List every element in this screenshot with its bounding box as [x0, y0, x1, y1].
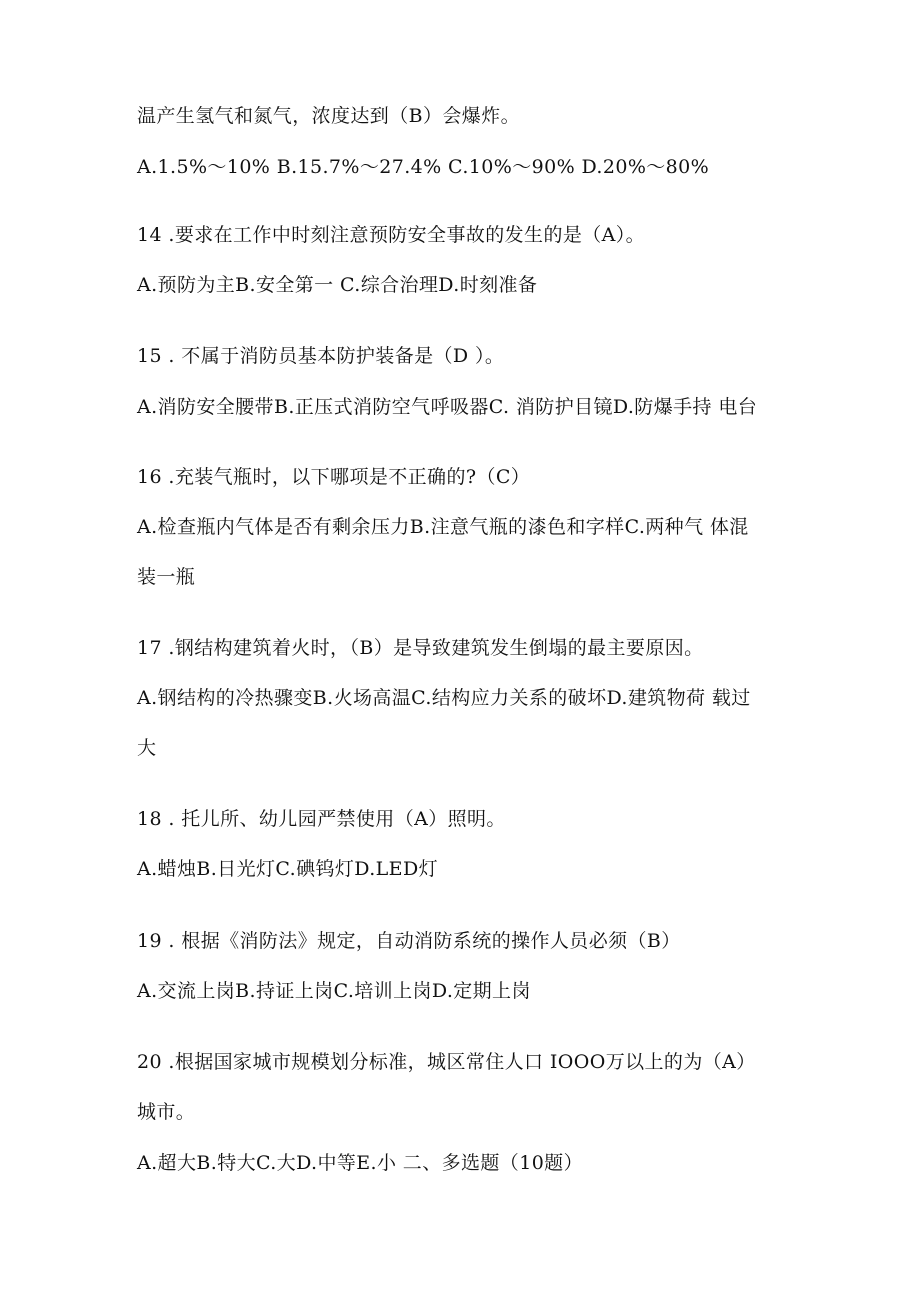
q18-stem: 18 . 托儿所、幼儿园严禁使用（A）照明。	[137, 808, 506, 830]
q20-options-and-section-heading: A.超大B.特大C.大D.中等E.小 二、多选题（10题）	[137, 1152, 583, 1174]
q16-stem: 16 .充装气瓶时，以下哪项是不正确的?（C）	[137, 466, 531, 488]
q17-options: A.钢结构的冷热骤变B.火场高温C.结构应力关系的破坏D.建筑物荷 载过	[137, 687, 751, 709]
q19-stem: 19 . 根据《消防法》规定，自动消防系统的操作人员必须（B）	[137, 930, 681, 952]
q15-stem: 15 . 不属于消防员基本防护装备是（D ）。	[137, 345, 505, 367]
q17-options-continued: 大	[137, 737, 157, 759]
q13-stem-continued: 温产生氢气和氮气，浓度达到（B）会爆炸。	[137, 105, 520, 127]
q20-stem: 20 .根据国家城市规模划分标准，城区常住人口 IOOO万以上的为（A）	[137, 1051, 756, 1073]
q16-options: A.检查瓶内气体是否有剩余压力B.注意气瓶的漆色和字样C.两种气 体混	[137, 516, 749, 538]
q20-stem-continued: 城市。	[137, 1101, 196, 1123]
q19-options: A.交流上岗B.持证上岗C.培训上岗D.定期上岗	[137, 980, 531, 1002]
q13-options: A.1.5%～10% B.15.7%～27.4% C.10%～90% D.20%～80%	[137, 156, 710, 178]
q17-stem: 17 .钢结构建筑着火时，（B）是导致建筑发生倒塌的最主要原因。	[137, 637, 704, 659]
q18-options: A.蜡烛B.日光灯C.碘钨灯D.LED灯	[137, 858, 438, 880]
q16-options-continued: 装一瓶	[137, 566, 196, 588]
q14-stem: 14 .要求在工作中时刻注意预防安全事故的发生的是（A）。	[137, 224, 646, 246]
q14-options: A.预防为主B.安全第一 C.综合治理D.时刻准备	[137, 274, 538, 296]
q15-options: A.消防安全腰带B.正压式消防空气呼吸器C. 消防护目镜D.防爆手持 电台	[137, 396, 758, 418]
